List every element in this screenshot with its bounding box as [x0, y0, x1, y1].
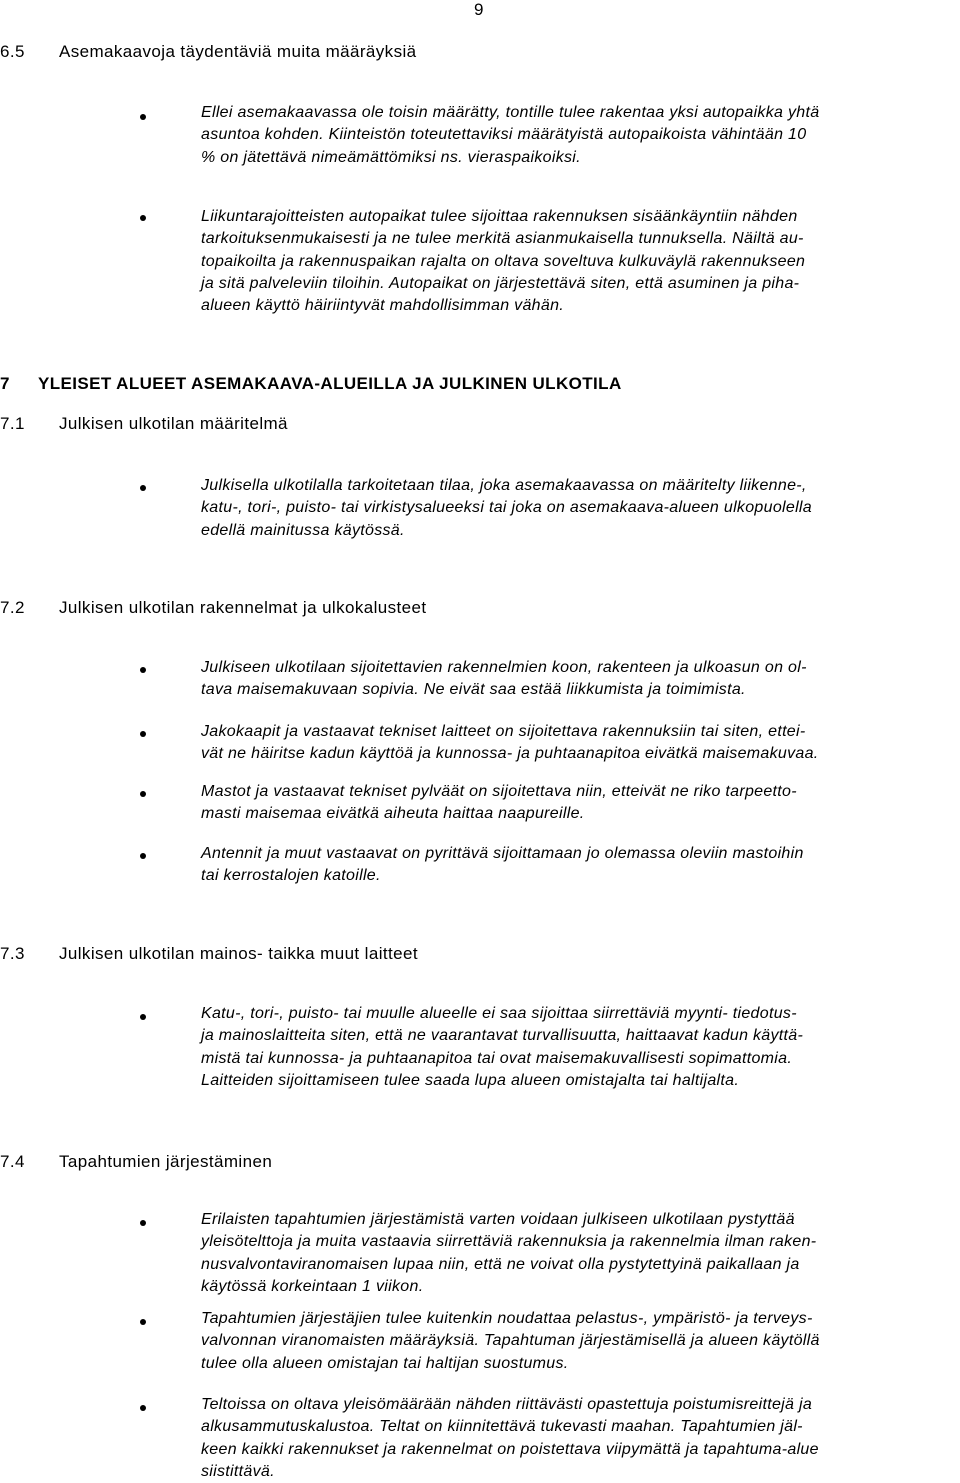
section-number: 7.1 — [0, 414, 25, 433]
text-line: Antennit ja muut vastaavat on pyrittävä sijoittamaan jo olemassa oleviin mastoihin — [201, 845, 804, 862]
text-line: Teltoissa on oltava yleisömäärään nähden riittävästi opastettuja poistumisreittejä ja — [201, 1396, 813, 1413]
text-line: masti maisemaa eivätkä aiheuta haittaa naapureille. — [201, 805, 585, 823]
section-number: 7.4 — [0, 1152, 25, 1171]
text-line: alueen käyttö häiriintyvät mahdollisimman vähän. — [201, 297, 565, 315]
text-line: Julkiseen ulkotilaan sijoitettavien rakennelmien koon, rakenteen ja ulkoasun on ol- — [201, 659, 807, 676]
text-line: Erilaisten tapahtumien järjestämistä varten voidaan julkiseen ulkotilaan pystyttää — [201, 1211, 795, 1228]
bullet-icon — [140, 853, 146, 859]
section-title: Julkisen ulkotilan määritelmä — [59, 414, 288, 433]
bullet-icon — [140, 1405, 146, 1411]
section-number: 7.3 — [0, 944, 25, 963]
text-line: Laitteiden sijoittamiseen tulee saada lupa alueen omistajalta tai haltijalta. — [201, 1071, 740, 1089]
section-number: 7.2 — [0, 598, 25, 617]
text-line: keen kaikki rakennukset ja rakennelmat on poistettava viipymättä ja tapahtuma-alue — [201, 1440, 819, 1458]
list-item — [201, 1003, 959, 1092]
list-item — [201, 206, 959, 317]
list-item — [201, 1209, 959, 1298]
section-title: Asemakaavoja täydentäviä muita määräyksiä — [59, 42, 417, 61]
list-item — [201, 843, 959, 888]
text-line: % on jätettävä nimeämättömiksi ns. vieraspaikoiksi. — [201, 148, 581, 166]
text-line: topaikoilta ja rakennuspaikan rajalta on oltava soveltuva kulkuväylä rakennukseen — [201, 252, 806, 270]
text-line: tarkoituksenmukaisesti ja ne tulee merkitä asianmukaisella tunnuksella. Näiltä au- — [201, 230, 804, 248]
bullet-icon — [140, 791, 146, 797]
bullet-icon — [140, 667, 146, 673]
bullet-icon — [140, 114, 146, 120]
section-title: Tapahtumien järjestäminen — [59, 1152, 273, 1171]
text-line: tulee olla alueen omistajan tai haltijan suostumus. — [201, 1354, 569, 1372]
list-item — [201, 102, 959, 169]
text-line: ja sitä palveleviin tiloihin. Autopaikat on järjestettävä siten, että asuminen ja piha- — [201, 274, 800, 292]
bullet-icon — [140, 1014, 146, 1020]
text-line: yleisötelttoja ja muita vastaavia siirrettäviä rakennuksia ja rakennelmia ilman raken- — [201, 1233, 817, 1251]
text-line: alkusammutuskalustoa. Teltat on kiinnitettävä tukevasti maahan. Tapahtumien jäl- — [201, 1418, 803, 1436]
bullet-icon — [140, 1220, 146, 1226]
text-line: asuntoa kohden. Kiinteistön toteutettaviksi määrätyistä autopaikoista vähintään 10 — [201, 126, 807, 144]
text-line: Liikuntarajoitteisten autopaikat tulee sijoittaa rakennuksen sisäänkäyntiin nähden — [201, 208, 798, 225]
bullet-icon — [140, 215, 146, 221]
section-title: Julkisen ulkotilan mainos- taikka muut laitteet — [59, 944, 418, 963]
text-line: ja mainoslaitteita siten, että ne vaarantavat turvallisuutta, haittaavat kadun käyttä- — [201, 1027, 804, 1045]
text-line: tai kerrostalojen katoille. — [201, 867, 381, 885]
list-item — [201, 1308, 959, 1375]
text-line: Katu-, tori-, puisto- tai muulle alueelle ei saa sijoittaa siirrettäviä myynti- tiedotus- — [201, 1005, 797, 1022]
text-line: käytössä korkeintaan 1 viikon. — [201, 1277, 424, 1295]
list-item — [201, 475, 959, 542]
section-title: Julkisen ulkotilan rakennelmat ja ulkokalusteet — [59, 598, 427, 617]
bullet-icon — [140, 485, 146, 491]
section-number: 6.5 — [0, 42, 25, 61]
bullet-icon — [140, 1319, 146, 1325]
chapter-number: 7 — [0, 374, 10, 393]
text-line: Tapahtumien järjestäjien tulee kuitenkin noudattaa pelastus-, ympäristö- ja terveys- — [201, 1310, 813, 1327]
text-line: katu-, tori-, puisto- tai virkistysalueeksi tai joka on asemakaava-alueen ulkopuolella — [201, 499, 812, 517]
list-item — [201, 781, 959, 826]
text-line: Ellei asemakaavassa ole toisin määrätty, tontille tulee rakentaa yksi autopaikka yhtä — [201, 104, 820, 121]
text-line: edellä mainitussa käytössä. — [201, 521, 405, 539]
bullet-icon — [140, 731, 146, 737]
text-line: Julkisella ulkotilalla tarkoitetaan tilaa, joka asemakaavassa on määritelty liikenne-, — [201, 477, 807, 494]
text-line: tava maisemakuvaan sopivia. Ne eivät saa estää liikkumista ja toimimista. — [201, 681, 746, 699]
page-number: 9 — [474, 0, 484, 19]
text-line: nusvalvontaviranomaisen lupaa niin, että ne voivat olla pystytettyinä paikallaan ja — [201, 1255, 800, 1273]
chapter-title: YLEISET ALUEET ASEMAKAAVA-ALUEILLA JA JULKINEN ULKOTILA — [38, 374, 622, 393]
text-line: mistä tai kunnossa- ja puhtaanapitoa tai ovat maisemakuvallisesti sopimattomia. — [201, 1049, 793, 1067]
text-line: Mastot ja vastaavat tekniset pylväät on sijoitettava niin, etteivät ne riko tarpeetto- — [201, 783, 797, 800]
list-item — [201, 657, 959, 702]
list-item — [201, 1394, 959, 1483]
list-item — [201, 721, 959, 766]
text-line: vät ne häiritse kadun käyttöä ja kunnossa- ja puhtaanapitoa eivätkä maisemakuvaa. — [201, 745, 819, 763]
text-line: valvonnan viranomaisten määräyksiä. Tapahtuman järjestämisellä ja alueen käytöllä — [201, 1332, 820, 1350]
text-line: siistittävä. — [201, 1462, 275, 1480]
text-line: Jakokaapit ja vastaavat tekniset laitteet on sijoitettava rakennuksiin tai siten, ettei- — [201, 723, 806, 740]
